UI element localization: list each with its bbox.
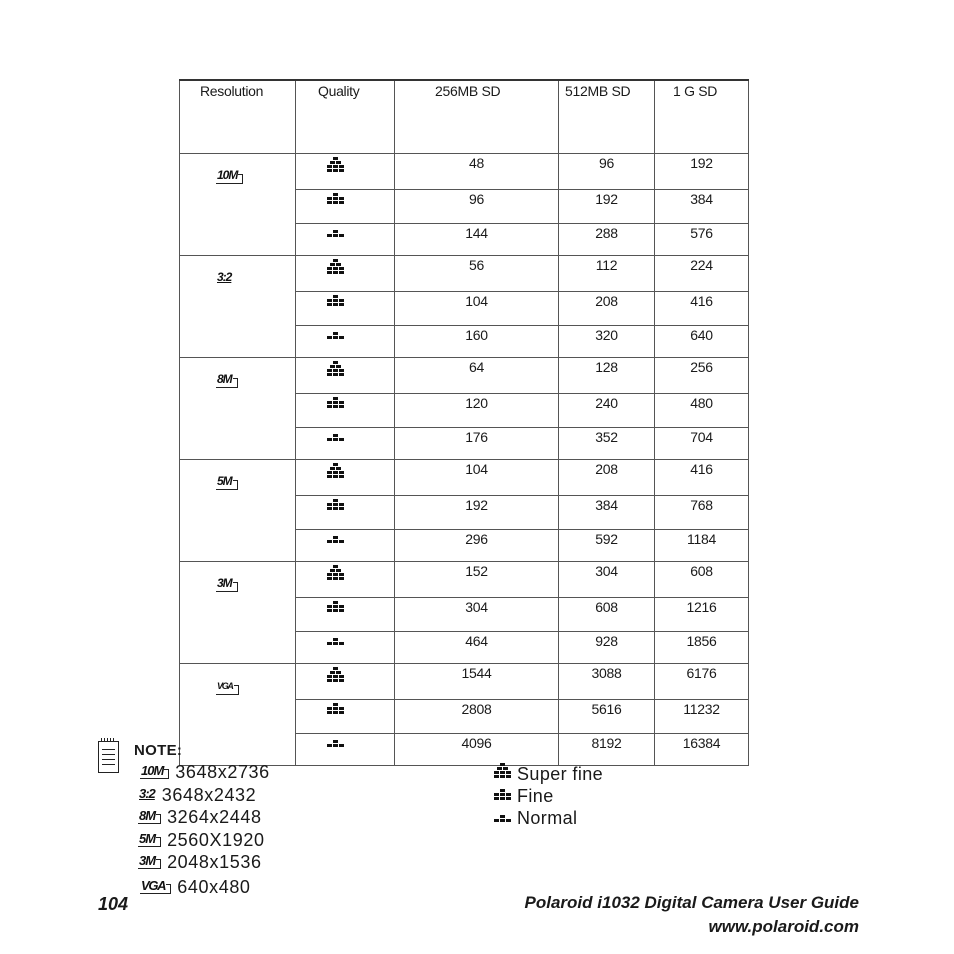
cell-256mb-sd: 56 xyxy=(395,256,559,292)
quality-cell xyxy=(296,632,395,664)
resolution-badge-icon: 3:2 xyxy=(217,270,232,284)
quality-cell xyxy=(296,292,395,326)
quality-cell xyxy=(296,562,395,598)
super-fine-icon xyxy=(327,361,344,377)
page-number: 104 xyxy=(98,894,129,914)
cell-256mb-sd: 144 xyxy=(395,224,559,256)
normal-icon xyxy=(327,638,344,646)
note-resolution-text: 3264x2448 xyxy=(167,807,262,827)
note-resolution-item xyxy=(138,830,265,851)
resolution-badge-icon: 3M xyxy=(216,577,238,592)
header-512mb-sd: 512MB SD xyxy=(559,80,655,154)
cell-256mb-sd: 2808 xyxy=(395,700,559,734)
resolution-cell xyxy=(180,256,296,358)
resolution-cell xyxy=(180,562,296,664)
quality-cell xyxy=(296,734,395,766)
quality-cell xyxy=(296,460,395,496)
fine-icon xyxy=(327,499,344,511)
resolution-cell xyxy=(180,154,296,256)
header-1g-sd: 1 G SD xyxy=(655,80,749,154)
note-title: NOTE: xyxy=(134,742,183,759)
quality-cell xyxy=(296,358,395,394)
resolution-cell xyxy=(180,664,296,766)
quality-cell xyxy=(296,530,395,562)
legend-item xyxy=(494,808,577,829)
cell-512mb-sd: 384 xyxy=(559,496,655,530)
cell-256mb-sd: 120 xyxy=(395,394,559,428)
cell-512mb-sd: 592 xyxy=(559,530,655,562)
cell-512mb-sd: 928 xyxy=(559,632,655,664)
resolution-cell xyxy=(180,460,296,562)
header-256mb-sd: 256MB SD xyxy=(395,80,559,154)
legend-text: Super fine xyxy=(517,764,604,784)
note-resolution-text: 640x480 xyxy=(177,877,251,897)
table-row xyxy=(180,154,749,190)
resolution-badge-icon: VGA xyxy=(216,680,239,695)
cell-1g-sd: 704 xyxy=(655,428,749,460)
super-fine-icon xyxy=(327,565,344,581)
cell-256mb-sd: 176 xyxy=(395,428,559,460)
normal-icon xyxy=(327,332,344,340)
cell-1g-sd: 768 xyxy=(655,496,749,530)
cell-512mb-sd: 304 xyxy=(559,562,655,598)
cell-1g-sd: 256 xyxy=(655,358,749,394)
cell-512mb-sd: 112 xyxy=(559,256,655,292)
resolution-badge-icon: 8M xyxy=(138,809,161,824)
super-fine-icon xyxy=(494,763,511,779)
note-resolution-item xyxy=(140,762,270,783)
cell-512mb-sd: 208 xyxy=(559,460,655,496)
header-quality: Quality xyxy=(296,80,395,154)
resolution-badge-icon: 5M xyxy=(216,475,238,490)
cell-1g-sd: 416 xyxy=(655,292,749,326)
note-resolution-item xyxy=(138,807,262,828)
cell-1g-sd: 1856 xyxy=(655,632,749,664)
cell-1g-sd: 384 xyxy=(655,190,749,224)
table-header-row xyxy=(180,80,749,154)
quality-cell xyxy=(296,700,395,734)
cell-512mb-sd: 5616 xyxy=(559,700,655,734)
note-resolution-text: 3648x2736 xyxy=(175,762,270,782)
fine-icon xyxy=(327,397,344,409)
footer-title: Polaroid i1032 Digital Camera User Guide xyxy=(524,893,859,912)
cell-256mb-sd: 4096 xyxy=(395,734,559,766)
resolution-badge-icon: 3M xyxy=(138,854,161,869)
legend-item xyxy=(494,763,603,785)
cell-256mb-sd: 296 xyxy=(395,530,559,562)
resolution-badge-icon: 8M xyxy=(216,373,238,388)
storage-capacity-table-wrapper xyxy=(179,79,748,766)
footer-url: www.polaroid.com xyxy=(708,917,859,936)
notepad-icon xyxy=(98,741,119,773)
note-resolution-item xyxy=(138,785,256,806)
fine-icon xyxy=(327,601,344,613)
cell-256mb-sd: 192 xyxy=(395,496,559,530)
cell-1g-sd: 224 xyxy=(655,256,749,292)
quality-cell xyxy=(296,428,395,460)
table-body xyxy=(180,154,749,766)
quality-cell xyxy=(296,326,395,358)
cell-256mb-sd: 96 xyxy=(395,190,559,224)
cell-256mb-sd: 1544 xyxy=(395,664,559,700)
fine-icon xyxy=(327,193,344,205)
cell-256mb-sd: 104 xyxy=(395,460,559,496)
cell-1g-sd: 192 xyxy=(655,154,749,190)
cell-1g-sd: 608 xyxy=(655,562,749,598)
super-fine-icon xyxy=(327,259,344,275)
cell-1g-sd: 576 xyxy=(655,224,749,256)
cell-512mb-sd: 8192 xyxy=(559,734,655,766)
table-row xyxy=(180,664,749,700)
cell-1g-sd: 480 xyxy=(655,394,749,428)
cell-256mb-sd: 464 xyxy=(395,632,559,664)
cell-512mb-sd: 320 xyxy=(559,326,655,358)
fine-icon xyxy=(327,703,344,715)
storage-capacity-table xyxy=(179,79,749,766)
quality-cell xyxy=(296,190,395,224)
resolution-badge-icon: 10M xyxy=(140,764,169,779)
normal-icon xyxy=(327,740,344,748)
normal-icon xyxy=(494,815,511,823)
cell-1g-sd: 640 xyxy=(655,326,749,358)
cell-256mb-sd: 64 xyxy=(395,358,559,394)
legend-text: Fine xyxy=(517,786,554,806)
cell-256mb-sd: 160 xyxy=(395,326,559,358)
cell-1g-sd: 16384 xyxy=(655,734,749,766)
legend-item xyxy=(494,786,554,807)
cell-512mb-sd: 3088 xyxy=(559,664,655,700)
cell-512mb-sd: 208 xyxy=(559,292,655,326)
note-resolution-text: 2048x1536 xyxy=(167,852,262,872)
legend-text: Normal xyxy=(517,808,578,828)
normal-icon xyxy=(327,434,344,442)
cell-512mb-sd: 192 xyxy=(559,190,655,224)
cell-1g-sd: 6176 xyxy=(655,664,749,700)
cell-1g-sd: 416 xyxy=(655,460,749,496)
cell-1g-sd: 11232 xyxy=(655,700,749,734)
quality-cell xyxy=(296,496,395,530)
cell-512mb-sd: 240 xyxy=(559,394,655,428)
table-row xyxy=(180,562,749,598)
note-resolution-item xyxy=(138,852,262,873)
cell-512mb-sd: 608 xyxy=(559,598,655,632)
cell-256mb-sd: 152 xyxy=(395,562,559,598)
cell-1g-sd: 1184 xyxy=(655,530,749,562)
super-fine-icon xyxy=(327,157,344,173)
note-resolution-text: 3648x2432 xyxy=(161,785,257,805)
quality-cell xyxy=(296,224,395,256)
table-row xyxy=(180,460,749,496)
cell-256mb-sd: 48 xyxy=(395,154,559,190)
quality-cell xyxy=(296,598,395,632)
fine-icon xyxy=(494,789,511,801)
resolution-badge-icon: 5M xyxy=(138,832,161,847)
quality-cell xyxy=(296,154,395,190)
super-fine-icon xyxy=(327,463,344,479)
quality-cell xyxy=(296,256,395,292)
quality-cell xyxy=(296,664,395,700)
header-resolution: Resolution xyxy=(180,80,296,154)
cell-256mb-sd: 304 xyxy=(395,598,559,632)
resolution-badge-icon: 10M xyxy=(216,169,243,184)
cell-512mb-sd: 128 xyxy=(559,358,655,394)
cell-512mb-sd: 288 xyxy=(559,224,655,256)
table-row xyxy=(180,256,749,292)
note-resolution-item xyxy=(140,877,251,898)
quality-cell xyxy=(296,394,395,428)
table-row xyxy=(180,358,749,394)
normal-icon xyxy=(327,230,344,238)
fine-icon xyxy=(327,295,344,307)
resolution-cell xyxy=(180,358,296,460)
cell-1g-sd: 1216 xyxy=(655,598,749,632)
cell-256mb-sd: 104 xyxy=(395,292,559,326)
resolution-badge-icon: 3:2 xyxy=(139,786,155,801)
cell-512mb-sd: 352 xyxy=(559,428,655,460)
note-resolution-text: 2560X1920 xyxy=(167,830,265,850)
cell-512mb-sd: 96 xyxy=(559,154,655,190)
resolution-badge-icon: VGA xyxy=(140,879,171,894)
super-fine-icon xyxy=(327,667,344,683)
normal-icon xyxy=(327,536,344,544)
